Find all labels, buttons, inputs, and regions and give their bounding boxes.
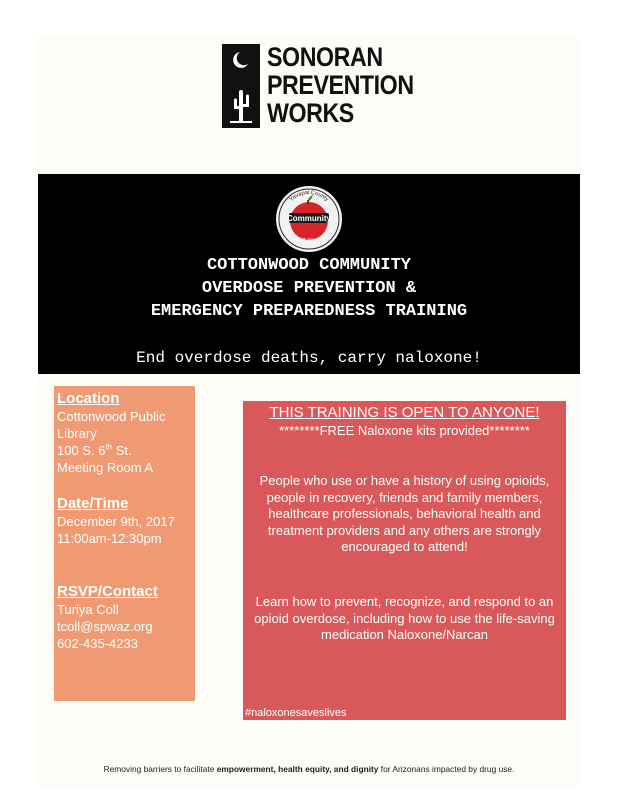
location-section bbox=[57, 390, 195, 476]
training-open-heading: THIS TRAINING IS OPEN TO ANYONE! bbox=[269, 404, 540, 421]
event-title bbox=[38, 254, 580, 323]
logo-line: SONORAN bbox=[267, 42, 383, 72]
logo-line: PREVENTION bbox=[267, 70, 414, 100]
contact-phone[interactable]: 602-435-4233 bbox=[57, 636, 138, 651]
datetime-heading: Date/Time bbox=[57, 495, 129, 512]
location-room: Meeting Room A bbox=[57, 460, 154, 475]
hashtag: #naloxonesaveslives bbox=[245, 707, 347, 719]
datetime-line: December 9th, 2017 bbox=[57, 514, 175, 529]
datetime-section bbox=[57, 495, 195, 547]
title-line: EMERGENCY PREPAREDNESS TRAINING bbox=[150, 302, 468, 321]
event-details-panel bbox=[54, 386, 195, 701]
training-info-panel bbox=[243, 401, 566, 720]
footer-mission: Removing barriers to facilitate empowerment, health equity, and dignity for Arizonans impacted by drug use. bbox=[103, 764, 515, 774]
community-health-services-seal bbox=[274, 184, 344, 254]
free-kits-note: ********FREE Naloxone kits provided******** bbox=[279, 423, 530, 438]
logo-line: WORKS bbox=[267, 98, 354, 128]
seal-sub-text: Health Services bbox=[293, 237, 325, 242]
datetime-line: 11:00am-12:30pm bbox=[57, 531, 162, 546]
location-line: Cottonwood Public bbox=[57, 409, 166, 424]
logo-wordmark bbox=[267, 44, 414, 128]
title-line: OVERDOSE PREVENTION & bbox=[201, 279, 417, 298]
learning-paragraph: Learn how to prevent, recognize, and respond to an opioid overdose, including how to use the life-saving medication Naloxone/Narcan bbox=[254, 594, 555, 642]
location-heading: Location bbox=[57, 390, 120, 407]
contact-name: Turiya Coll bbox=[57, 602, 119, 617]
contact-email[interactable]: tcoll@spwaz.org bbox=[57, 619, 153, 634]
seal-main-text: Community bbox=[287, 214, 331, 223]
title-line: COTTONWOOD COMMUNITY bbox=[206, 256, 412, 275]
location-street: 100 S. 6th St. bbox=[57, 442, 132, 458]
seal-arc-text: Yavapai County bbox=[288, 189, 330, 203]
rsvp-heading: RSVP/Contact bbox=[57, 583, 158, 600]
banner-tagline: End overdose deaths, carry naloxone! bbox=[136, 349, 482, 367]
location-line: Library bbox=[57, 426, 97, 441]
rsvp-section bbox=[57, 583, 195, 652]
audience-paragraph: People who use or have a history of using opioids, people in recovery, friends and family members, healthcare professionals, behavioral health and treatment providers and any others are strongly encouraged to attend! bbox=[259, 473, 550, 554]
sonoran-prevention-works-logo bbox=[222, 42, 414, 130]
moon-cactus-icon bbox=[222, 44, 260, 128]
